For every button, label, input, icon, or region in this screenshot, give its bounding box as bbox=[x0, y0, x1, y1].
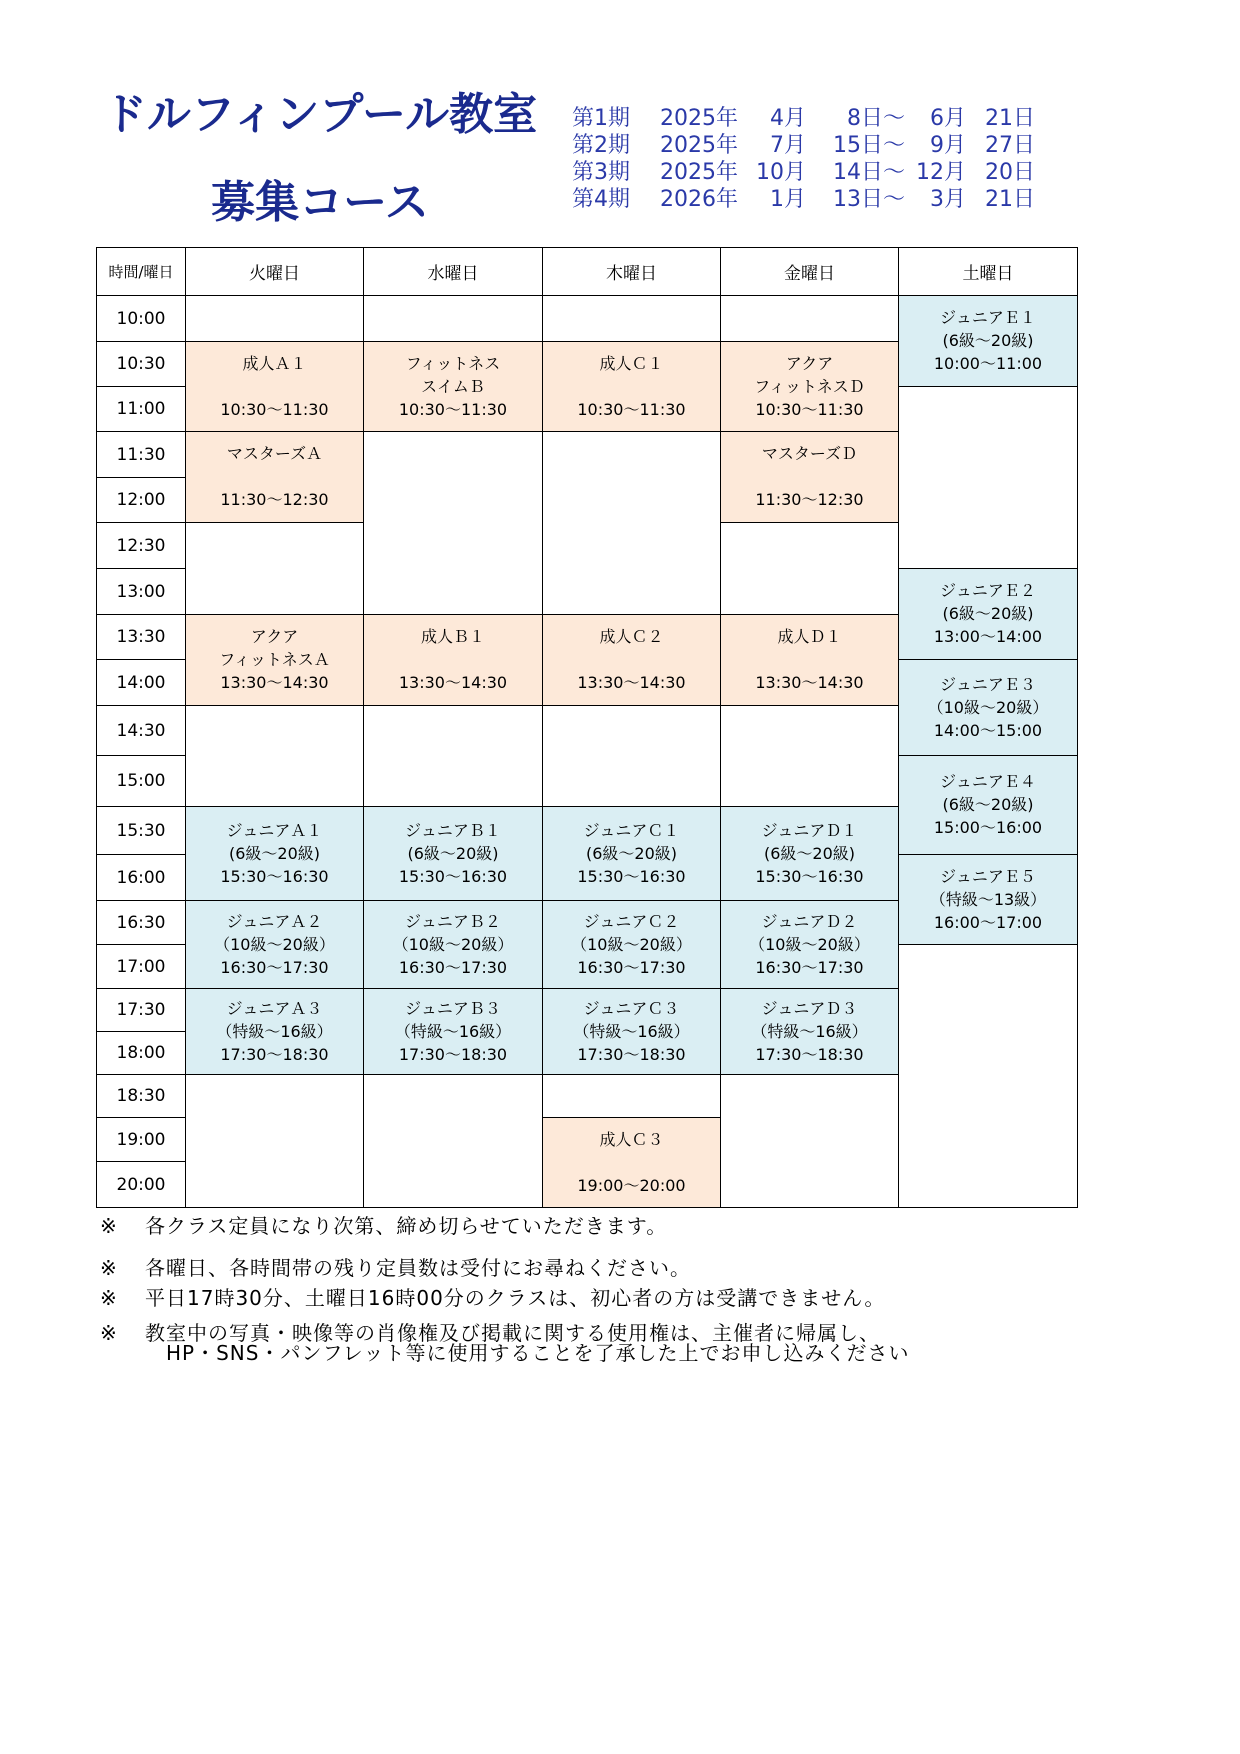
class-block-content bbox=[749, 911, 870, 979]
note-mark: ※ bbox=[100, 1286, 117, 1310]
class-name: 成人Ｃ３ bbox=[599, 1129, 664, 1149]
class-block-content bbox=[934, 580, 1042, 648]
class-block-content bbox=[573, 998, 689, 1066]
class-time: 10:30～11:30 bbox=[398, 399, 508, 419]
empty-slot bbox=[364, 706, 543, 807]
empty-slot bbox=[721, 1075, 899, 1208]
class-time: 13:00～14:00 bbox=[933, 627, 1043, 646]
term-year: 2026年 bbox=[660, 187, 738, 212]
class-name: ジュニアＤ３ bbox=[761, 998, 858, 1018]
term-start-day: 13日～ bbox=[833, 187, 905, 212]
class-block bbox=[721, 615, 899, 706]
day-header: 水曜日 bbox=[364, 248, 543, 296]
term-end-day: 20日 bbox=[985, 160, 1035, 185]
time-slot-label: 12:00 bbox=[97, 478, 186, 523]
time-slot-label: 18:00 bbox=[97, 1032, 186, 1075]
time-slot-label: 10:30 bbox=[97, 342, 186, 387]
class-block bbox=[186, 989, 364, 1075]
class-name: フィットネス bbox=[405, 353, 501, 373]
term-end-month: 6月 bbox=[930, 106, 966, 131]
class-name: 成人Ｃ１ bbox=[599, 353, 664, 373]
class-time: 10:30～11:30 bbox=[220, 399, 329, 419]
class-block-content bbox=[755, 626, 863, 694]
class-detail: （特級～13級） bbox=[929, 889, 1047, 909]
class-time: 16:30～17:30 bbox=[398, 957, 508, 977]
class-time: 19:00～20:00 bbox=[577, 1175, 686, 1195]
class-name: ジュニアＣ３ bbox=[583, 998, 680, 1018]
class-block bbox=[364, 989, 543, 1075]
note-mark: ※ bbox=[100, 1256, 117, 1280]
class-block bbox=[543, 901, 721, 989]
time-slot-label: 11:30 bbox=[97, 432, 186, 478]
time-slot-label: 20:00 bbox=[97, 1162, 186, 1208]
class-block-content bbox=[220, 443, 328, 511]
class-name: ジュニアＣ２ bbox=[583, 911, 680, 931]
term-end-month: 9月 bbox=[930, 133, 966, 158]
class-block-content bbox=[220, 353, 328, 421]
class-block-content bbox=[934, 307, 1042, 375]
term-row bbox=[572, 186, 1035, 213]
class-block bbox=[721, 901, 899, 989]
time-slot-label: 16:30 bbox=[97, 901, 186, 945]
class-time: 15:00～16:00 bbox=[933, 818, 1043, 837]
class-detail: (6級～20級) bbox=[942, 795, 1034, 814]
empty-slot bbox=[364, 296, 543, 342]
note-text: 平日17時30分、土曜日16時00分のクラスは、初心者の方は受講できません。 bbox=[145, 1286, 886, 1310]
time-slot-label: 16:00 bbox=[97, 855, 186, 901]
note-mark: ※ bbox=[100, 1321, 117, 1345]
day-header: 火曜日 bbox=[186, 248, 364, 296]
time-slot-label: 13:30 bbox=[97, 615, 186, 660]
note bbox=[100, 1256, 691, 1280]
class-name: アクア bbox=[785, 353, 834, 373]
time-slot-label: 17:00 bbox=[97, 945, 186, 989]
empty-slot bbox=[186, 296, 364, 342]
class-block bbox=[543, 615, 721, 706]
class-name: ジュニアＥ５ bbox=[940, 866, 1036, 886]
class-block bbox=[186, 342, 364, 432]
time-slot-label: 15:30 bbox=[97, 807, 186, 855]
term-row bbox=[572, 159, 1035, 186]
class-time: 13:30～14:30 bbox=[577, 673, 686, 692]
class-block-content bbox=[577, 820, 685, 888]
empty-slot bbox=[186, 1075, 364, 1208]
time-slot-label: 15:00 bbox=[97, 756, 186, 807]
empty-slot bbox=[364, 432, 543, 615]
page-subtitle: 募集コース bbox=[211, 177, 429, 228]
class-name: マスターズＤ bbox=[761, 444, 858, 463]
class-time: 11:30～12:30 bbox=[220, 490, 329, 509]
term-schedule bbox=[572, 105, 1035, 213]
term-label: 第3期 bbox=[572, 160, 630, 185]
class-time: 13:30～14:30 bbox=[220, 673, 329, 692]
class-block-content bbox=[934, 771, 1042, 839]
class-detail: フィットネスＤ bbox=[754, 376, 865, 396]
class-detail: (6級～20級) bbox=[763, 843, 855, 863]
term-row bbox=[572, 105, 1035, 132]
class-time: 13:30～14:30 bbox=[398, 673, 508, 692]
class-time: 15:30～16:30 bbox=[220, 866, 329, 886]
term-start-month: 7月 bbox=[770, 133, 806, 158]
term-start-day: 8日～ bbox=[847, 106, 905, 131]
empty-slot bbox=[364, 1075, 543, 1208]
class-name: ジュニアＡ３ bbox=[226, 998, 323, 1018]
term-start-day: 14日～ bbox=[833, 160, 905, 185]
class-block-content bbox=[928, 674, 1049, 742]
class-block bbox=[721, 807, 899, 901]
class-block bbox=[364, 342, 543, 432]
term-start-day: 15日～ bbox=[833, 133, 905, 158]
note-mark: ※ bbox=[100, 1214, 117, 1238]
class-time: 15:30～16:30 bbox=[577, 866, 686, 886]
class-time: 15:30～16:30 bbox=[398, 866, 508, 886]
note-continuation bbox=[166, 1341, 909, 1365]
class-detail: (6級～20級) bbox=[228, 843, 320, 863]
empty-slot bbox=[899, 945, 1078, 1208]
class-block-content bbox=[220, 820, 328, 888]
class-name: ジュニアＥ１ bbox=[940, 308, 1036, 327]
class-block bbox=[721, 342, 899, 432]
class-time: 14:00～15:00 bbox=[933, 720, 1043, 740]
term-end-month: 12月 bbox=[916, 160, 966, 185]
time-slot-label: 11:00 bbox=[97, 387, 186, 432]
day-header: 金曜日 bbox=[721, 248, 899, 296]
class-name: ジュニアＢ２ bbox=[405, 911, 501, 931]
term-start-month: 4月 bbox=[770, 106, 806, 131]
term-label: 第4期 bbox=[572, 187, 630, 212]
class-name: マスターズＡ bbox=[226, 444, 323, 463]
class-detail: フィットネスＡ bbox=[219, 650, 330, 669]
empty-slot bbox=[186, 706, 364, 807]
day-header: 土曜日 bbox=[899, 248, 1078, 296]
class-name: ジュニアＢ３ bbox=[405, 998, 501, 1018]
class-detail: （10級～20級） bbox=[927, 697, 1049, 717]
class-block bbox=[721, 432, 899, 523]
class-block-content bbox=[219, 626, 330, 694]
class-block bbox=[364, 615, 543, 706]
class-time: 11:30～12:30 bbox=[755, 490, 864, 509]
class-time: 10:30～11:30 bbox=[577, 399, 686, 419]
class-block bbox=[899, 569, 1078, 660]
time-slot-label: 13:00 bbox=[97, 569, 186, 615]
term-label: 第2期 bbox=[572, 133, 630, 158]
class-detail: （特級～16級） bbox=[394, 1021, 512, 1041]
term-row bbox=[572, 132, 1035, 159]
class-detail: (6級～20級) bbox=[407, 843, 499, 863]
class-block-content bbox=[755, 820, 863, 888]
term-label: 第1期 bbox=[572, 106, 630, 131]
class-name: 成人Ａ１ bbox=[242, 353, 307, 373]
class-detail: (6級～20級) bbox=[585, 843, 677, 863]
class-block bbox=[899, 660, 1078, 756]
empty-slot bbox=[543, 706, 721, 807]
class-name: 成人Ｄ１ bbox=[777, 627, 842, 646]
class-block-content bbox=[214, 911, 335, 979]
empty-slot bbox=[543, 296, 721, 342]
class-detail: （10級～20級） bbox=[214, 934, 335, 954]
class-block-content bbox=[399, 626, 507, 694]
class-block bbox=[364, 901, 543, 989]
class-detail: （特級～16級） bbox=[573, 1021, 690, 1041]
class-block-content bbox=[751, 998, 867, 1066]
day-header: 木曜日 bbox=[543, 248, 721, 296]
class-name: ジュニアＤ１ bbox=[761, 820, 858, 840]
class-block-content bbox=[930, 866, 1046, 934]
class-block bbox=[721, 989, 899, 1075]
class-block-content bbox=[393, 911, 514, 979]
time-slot-label: 19:00 bbox=[97, 1118, 186, 1162]
class-time: 17:30～18:30 bbox=[755, 1044, 864, 1064]
class-time: 17:30～18:30 bbox=[398, 1044, 508, 1064]
class-block bbox=[543, 989, 721, 1075]
term-year: 2025年 bbox=[660, 133, 738, 158]
note-text: 各曜日、各時間帯の残り定員数は受付にお尋ねください。 bbox=[145, 1256, 691, 1280]
empty-slot bbox=[721, 706, 899, 807]
note bbox=[100, 1286, 885, 1310]
class-detail: (6級～20級) bbox=[942, 604, 1034, 623]
empty-slot bbox=[899, 387, 1078, 569]
class-detail: （特級～16級） bbox=[216, 1021, 333, 1041]
time-slot-label: 14:30 bbox=[97, 706, 186, 756]
time-slot-label: 12:30 bbox=[97, 523, 186, 569]
class-name: ジュニアＡ２ bbox=[226, 911, 323, 931]
class-detail: (6級～20級) bbox=[942, 331, 1034, 350]
class-name: アクア bbox=[250, 627, 299, 646]
class-time: 13:30～14:30 bbox=[755, 673, 864, 692]
class-block bbox=[899, 296, 1078, 387]
time-slot-label: 18:30 bbox=[97, 1075, 186, 1118]
class-block-content bbox=[577, 1129, 685, 1197]
class-time: 17:30～18:30 bbox=[220, 1044, 329, 1064]
class-block-content bbox=[754, 353, 865, 421]
class-block-content bbox=[755, 443, 863, 511]
empty-slot bbox=[721, 523, 899, 615]
note-text: HP・SNS・パンフレット等に使用することを了承した上でお申し込みください bbox=[166, 1341, 910, 1365]
term-year: 2025年 bbox=[660, 160, 738, 185]
class-block bbox=[186, 807, 364, 901]
class-name: ジュニアＥ２ bbox=[940, 581, 1036, 600]
time-slot-label: 17:30 bbox=[97, 989, 186, 1032]
class-time: 16:30～17:30 bbox=[220, 957, 329, 977]
class-time: 16:30～17:30 bbox=[577, 957, 686, 977]
class-name: 成人Ｃ２ bbox=[599, 627, 664, 646]
class-time: 16:30～17:30 bbox=[755, 957, 864, 977]
class-block-content bbox=[577, 626, 685, 694]
class-name: 成人Ｂ１ bbox=[420, 627, 485, 646]
class-name: ジュニアＤ２ bbox=[761, 911, 858, 931]
class-detail: （10級～20級） bbox=[392, 934, 514, 954]
schedule-table bbox=[96, 247, 1078, 1208]
class-block bbox=[543, 807, 721, 901]
class-block bbox=[899, 756, 1078, 855]
empty-slot bbox=[721, 296, 899, 342]
class-name: ジュニアＥ３ bbox=[940, 674, 1036, 694]
class-time: 17:30～18:30 bbox=[577, 1044, 686, 1064]
term-end-day: 27日 bbox=[985, 133, 1035, 158]
class-block bbox=[364, 807, 543, 901]
class-detail: （特級～16級） bbox=[751, 1021, 868, 1041]
class-detail: （10級～20級） bbox=[749, 934, 870, 954]
class-block bbox=[186, 615, 364, 706]
class-name: ジュニアＥ４ bbox=[940, 772, 1036, 791]
class-time: 10:00～11:00 bbox=[933, 354, 1043, 373]
empty-slot bbox=[186, 523, 364, 615]
class-block-content bbox=[571, 911, 692, 979]
header-corner-cell: 時間/曜日 bbox=[97, 248, 186, 296]
class-detail: （10級～20級） bbox=[571, 934, 692, 954]
term-end-day: 21日 bbox=[985, 106, 1035, 131]
note-text: 各クラス定員になり次第、締め切らせていただきます。 bbox=[145, 1214, 668, 1238]
term-end-day: 21日 bbox=[985, 187, 1035, 212]
class-block bbox=[543, 342, 721, 432]
class-name: ジュニアＣ１ bbox=[583, 820, 680, 840]
class-block bbox=[186, 432, 364, 523]
class-block-content bbox=[399, 353, 507, 421]
class-time: 10:30～11:30 bbox=[755, 399, 864, 419]
note-text: 教室中の写真・映像等の肖像権及び掲載に関する使用権は、主催者に帰属し、 bbox=[145, 1321, 880, 1345]
class-name: ジュニアＢ１ bbox=[405, 820, 501, 840]
class-block-content bbox=[577, 353, 685, 421]
class-name: ジュニアＡ１ bbox=[226, 820, 323, 840]
time-slot-label: 10:00 bbox=[97, 296, 186, 342]
term-end-month: 3月 bbox=[930, 187, 966, 212]
class-block-content bbox=[395, 998, 511, 1066]
page-title: ドルフィンプール教室 bbox=[102, 89, 538, 140]
note bbox=[100, 1214, 667, 1238]
class-time: 16:00～17:00 bbox=[933, 912, 1043, 932]
term-year: 2025年 bbox=[660, 106, 738, 131]
empty-slot bbox=[543, 432, 721, 615]
class-block-content bbox=[399, 820, 507, 888]
class-block bbox=[899, 855, 1078, 945]
term-start-month: 1月 bbox=[770, 187, 806, 212]
class-block bbox=[186, 901, 364, 989]
class-time: 15:30～16:30 bbox=[755, 866, 864, 886]
class-detail: スイムＢ bbox=[421, 376, 485, 396]
class-block bbox=[543, 1118, 721, 1208]
term-start-month: 10月 bbox=[756, 160, 806, 185]
time-slot-label: 14:00 bbox=[97, 660, 186, 706]
class-block-content bbox=[216, 998, 332, 1066]
empty-slot bbox=[543, 1075, 721, 1118]
